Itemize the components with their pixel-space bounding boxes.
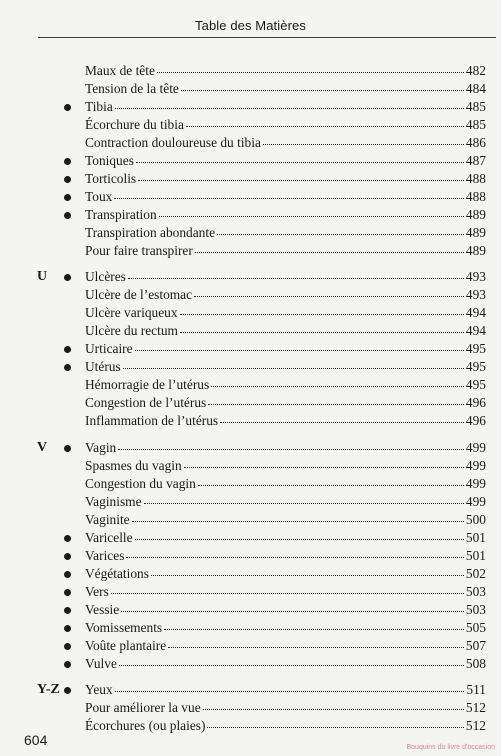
toc-entry-page: 512 <box>465 718 486 733</box>
dot-leader <box>195 252 464 253</box>
bullet-icon <box>64 643 71 650</box>
toc-entry <box>0 439 501 457</box>
toc-line <box>85 529 486 547</box>
toc-entry-title: Ulcère variqueux <box>85 305 178 320</box>
toc-line <box>85 268 486 286</box>
toc-entry <box>0 699 501 717</box>
toc-entry-title: Vomissements <box>85 620 163 635</box>
dot-leader <box>186 126 464 127</box>
toc-entry-page: 499 <box>465 476 486 491</box>
dot-leader <box>198 485 464 486</box>
bullet-icon <box>64 212 71 219</box>
toc-entry-title: Ulcère du rectum <box>85 323 178 338</box>
toc-entry-title: Vagin <box>85 440 117 455</box>
dot-leader <box>211 386 464 387</box>
toc-line <box>85 547 486 565</box>
toc-entry-page: 508 <box>465 656 486 671</box>
toc-entry-page: 507 <box>465 638 486 653</box>
toc-line <box>85 475 486 493</box>
bullet-icon <box>64 589 71 596</box>
toc-entry-title: Toniques <box>85 153 134 168</box>
dot-leader <box>132 521 464 522</box>
toc-entry-page: 499 <box>465 458 486 473</box>
toc-entry-title: Tibia <box>85 99 113 114</box>
toc-entry-page: 495 <box>465 377 486 392</box>
dot-leader <box>151 575 464 576</box>
toc-line <box>85 655 486 673</box>
dot-leader <box>207 727 463 728</box>
toc-line <box>85 80 486 98</box>
toc-entry <box>0 98 501 116</box>
toc-line <box>85 394 486 412</box>
toc-entry-title: Urticaire <box>85 341 133 356</box>
toc-line <box>85 304 486 322</box>
bullet-icon <box>64 535 71 542</box>
toc-entry <box>0 493 501 511</box>
toc-line <box>85 457 486 475</box>
toc-entry <box>0 286 501 304</box>
bullet-icon <box>64 661 71 668</box>
dot-leader <box>180 332 464 333</box>
toc-line <box>85 340 486 358</box>
dot-leader <box>126 557 464 558</box>
toc-line <box>85 224 486 242</box>
toc-entry <box>0 394 501 412</box>
toc-entry-title: Pour améliorer la vue <box>85 700 201 715</box>
section-letter: Y-Z <box>37 682 60 697</box>
dot-leader <box>114 198 464 199</box>
toc-entry <box>0 170 501 188</box>
header-rule <box>38 37 496 38</box>
bullet-icon <box>64 194 71 201</box>
toc-entry <box>0 457 501 475</box>
toc-entry <box>0 681 501 699</box>
toc-entry-page: 495 <box>465 359 486 374</box>
dot-leader <box>164 629 464 630</box>
toc-entry-title: Varices <box>85 548 125 563</box>
bullet-icon <box>64 607 71 614</box>
toc-entry-page: 512 <box>465 700 486 715</box>
dot-leader <box>180 314 464 315</box>
toc-entry-page: 501 <box>465 530 486 545</box>
dot-leader <box>194 296 464 297</box>
toc-entry <box>0 655 501 673</box>
dot-leader <box>181 90 464 91</box>
toc-line <box>85 511 486 529</box>
toc-line <box>85 637 486 655</box>
dot-leader <box>159 216 464 217</box>
toc-entry-title: Vaginite <box>85 512 130 527</box>
toc-entry <box>0 475 501 493</box>
dot-leader <box>115 691 465 692</box>
toc-entry <box>0 717 501 735</box>
toc-entry-page: 493 <box>465 287 486 302</box>
bullet-icon <box>64 104 71 111</box>
bullet-icon <box>64 364 71 371</box>
toc-entry-title: Végétations <box>85 566 149 581</box>
dot-leader <box>121 611 464 612</box>
toc-entry-title: Hémorragie de l’utérus <box>85 377 210 392</box>
toc-entry-title: Congestion de l’utérus <box>85 395 207 410</box>
toc-entry-page: 485 <box>465 99 486 114</box>
toc-entry-page: 488 <box>465 171 486 186</box>
toc-entry-title: Transpiration abondante <box>85 225 216 240</box>
dot-leader <box>184 467 464 468</box>
toc-entry <box>0 340 501 358</box>
toc-entry <box>0 376 501 394</box>
toc-entry <box>0 547 501 565</box>
bullet-icon <box>64 553 71 560</box>
section-letter: U <box>37 269 48 284</box>
toc-entry <box>0 583 501 601</box>
toc-line <box>85 152 486 170</box>
toc-line <box>85 412 486 430</box>
toc-entry-title: Yeux <box>85 682 113 697</box>
dot-leader <box>118 449 464 450</box>
bullet-icon <box>64 625 71 632</box>
toc-entry <box>0 80 501 98</box>
toc-entry-page: 501 <box>465 548 486 563</box>
toc-entry-title: Congestion du vagin <box>85 476 196 491</box>
toc-entry <box>0 304 501 322</box>
dot-leader <box>111 593 464 594</box>
dot-leader <box>157 72 464 73</box>
toc-entry-title: Ulcère de l’estomac <box>85 287 193 302</box>
toc-entry-title: Pour faire transpirer <box>85 243 193 258</box>
toc-entry <box>0 224 501 242</box>
toc-entry-title: Écorchures (ou plaies) <box>85 718 206 733</box>
watermark: Bouquins du livre d'occasion <box>406 744 495 751</box>
toc-line <box>85 322 486 340</box>
bullet-icon <box>64 274 71 281</box>
toc-entry-page: 499 <box>465 440 486 455</box>
toc-entry <box>0 358 501 376</box>
toc-line <box>85 717 486 735</box>
dot-leader <box>136 162 464 163</box>
toc-entry-title: Toux <box>85 189 113 204</box>
toc-entry <box>0 529 501 547</box>
toc-line <box>85 439 486 457</box>
toc-line <box>85 286 486 304</box>
toc-entry-page: 489 <box>465 207 486 222</box>
toc-line <box>85 206 486 224</box>
toc-line <box>85 188 486 206</box>
toc-entry <box>0 412 501 430</box>
toc-entry-page: 482 <box>465 63 486 78</box>
toc-entry-page: 495 <box>465 341 486 356</box>
toc-line <box>85 601 486 619</box>
dot-leader <box>168 647 464 648</box>
toc-entry-page: 505 <box>465 620 486 635</box>
bullet-icon <box>64 687 71 694</box>
toc-entry-page: 503 <box>465 584 486 599</box>
toc-line <box>85 565 486 583</box>
toc-entry-title: Vessie <box>85 602 120 617</box>
dot-leader <box>220 422 464 423</box>
toc-line <box>85 134 486 152</box>
dot-leader <box>144 503 464 504</box>
toc-line <box>85 358 486 376</box>
toc-entry-page: 502 <box>465 566 486 581</box>
toc-entry-title: Vaginisme <box>85 494 142 509</box>
dot-leader <box>208 404 464 405</box>
dot-leader <box>135 539 464 540</box>
page-header-title: Table des Matières <box>195 18 306 33</box>
toc-entry <box>0 242 501 260</box>
toc-entry-title: Voûte plantaire <box>85 638 167 653</box>
toc-entry-page: 493 <box>465 269 486 284</box>
toc-entry-page: 511 <box>466 682 486 697</box>
toc-entry-page: 494 <box>465 323 486 338</box>
toc-entry-page: 488 <box>465 189 486 204</box>
dot-leader <box>217 234 464 235</box>
toc-line <box>85 493 486 511</box>
toc-entry-title: Écorchure du tibia <box>85 117 184 132</box>
toc-entry <box>0 601 501 619</box>
toc-entry-title: Tension de la tête <box>85 81 179 96</box>
toc-entry-page: 496 <box>465 395 486 410</box>
toc-line <box>85 619 486 637</box>
toc-line <box>85 62 486 80</box>
bullet-icon <box>64 176 71 183</box>
toc-entry-title: Transpiration <box>85 207 157 222</box>
toc-entry-title: Varicelle <box>85 530 133 545</box>
toc-entry-title: Inflammation de l’utérus <box>85 413 219 428</box>
toc-entry-page: 494 <box>465 305 486 320</box>
toc-entry-page: 496 <box>465 413 486 428</box>
bullet-icon <box>64 346 71 353</box>
dot-leader <box>138 180 464 181</box>
toc-entry <box>0 116 501 134</box>
toc-entry-page: 484 <box>465 81 486 96</box>
toc-entry-title: Ulcères <box>85 269 126 284</box>
toc-entry-page: 485 <box>465 117 486 132</box>
toc-line <box>85 242 486 260</box>
toc-entry <box>0 152 501 170</box>
dot-leader <box>115 108 464 109</box>
toc-entry-page: 500 <box>465 512 486 527</box>
toc-entry-page: 486 <box>465 135 486 150</box>
toc-entry <box>0 62 501 80</box>
toc-entry-title: Vers <box>85 584 109 599</box>
dot-leader <box>203 709 464 710</box>
toc-entry-page: 487 <box>465 153 486 168</box>
toc-line <box>85 98 486 116</box>
toc-entry-title: Torticolis <box>85 171 137 186</box>
toc-entry <box>0 322 501 340</box>
dot-leader <box>119 665 464 666</box>
toc-entry-title: Utérus <box>85 359 121 374</box>
toc-entry <box>0 268 501 286</box>
toc-line <box>85 116 486 134</box>
toc-line <box>85 376 486 394</box>
bullet-icon <box>64 571 71 578</box>
toc-line <box>85 170 486 188</box>
toc-entry-title: Vulve <box>85 656 117 671</box>
page-number: 604 <box>24 732 48 748</box>
dot-leader <box>123 368 464 369</box>
toc-entry-page: 489 <box>465 225 486 240</box>
toc-entry <box>0 565 501 583</box>
toc-entry-page: 489 <box>465 243 486 258</box>
dot-leader <box>135 350 464 351</box>
toc-entry-title: Spasmes du vagin <box>85 458 182 473</box>
toc-entry-title: Contraction douloureuse du tibia <box>85 135 261 150</box>
toc-entry-page: 503 <box>465 602 486 617</box>
toc-entry <box>0 619 501 637</box>
dot-leader <box>128 278 464 279</box>
toc-line <box>85 681 486 699</box>
bullet-icon <box>64 158 71 165</box>
toc-entry <box>0 134 501 152</box>
toc-entry <box>0 206 501 224</box>
toc-line <box>85 699 486 717</box>
toc-entry-title: Maux de tête <box>85 63 155 78</box>
toc-entry <box>0 637 501 655</box>
bullet-icon <box>64 445 71 452</box>
section-letter: V <box>37 440 48 455</box>
toc-entry <box>0 188 501 206</box>
dot-leader <box>263 144 464 145</box>
toc-line <box>85 583 486 601</box>
toc-entry <box>0 511 501 529</box>
toc-entry-page: 499 <box>465 494 486 509</box>
